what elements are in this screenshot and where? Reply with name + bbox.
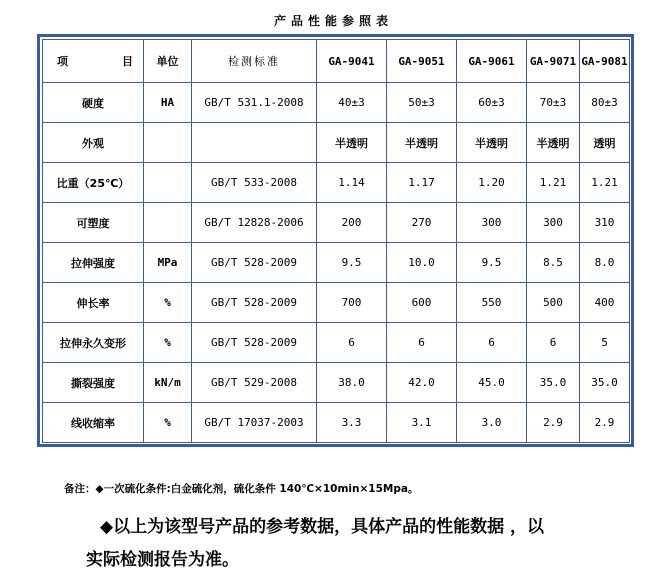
row-value: 300	[457, 203, 527, 243]
row-unit: kN/m	[144, 363, 192, 403]
row-standard	[192, 123, 317, 163]
performance-table-frame	[37, 34, 634, 447]
table-row	[43, 83, 630, 123]
row-value: 40±3	[317, 83, 387, 123]
row-label: 外观	[43, 123, 144, 163]
row-value: 1.21	[580, 163, 630, 203]
table-row	[43, 123, 630, 163]
row-standard: GB/T 529-2008	[192, 363, 317, 403]
row-label: 拉伸强度	[43, 243, 144, 283]
header-item-left: 项	[57, 55, 68, 68]
row-value: 200	[317, 203, 387, 243]
table-row	[43, 283, 630, 323]
row-label: 伸长率	[43, 283, 144, 323]
statement-line-2: 实际检测报告为准。	[86, 550, 239, 570]
note: 备注：◆一次硫化条件:白金硫化剂，硫化条件 140℃×10min×15Mpa。	[64, 483, 419, 495]
row-standard: GB/T 12828-2006	[192, 203, 317, 243]
table-row	[43, 163, 630, 203]
row-value: 1.17	[387, 163, 457, 203]
row-label: 线收缩率	[43, 403, 144, 443]
table-row	[43, 363, 630, 403]
performance-table	[42, 39, 630, 443]
row-value: 35.0	[580, 363, 630, 403]
row-value: 9.5	[317, 243, 387, 283]
row-unit: %	[144, 323, 192, 363]
header-grade: GA-9061	[457, 40, 527, 83]
row-value: 70±3	[527, 83, 580, 123]
row-value: 38.0	[317, 363, 387, 403]
header-grade: GA-9071	[527, 40, 580, 83]
row-value: 3.0	[457, 403, 527, 443]
row-value: 半透明	[457, 123, 527, 163]
header-grade: GA-9051	[387, 40, 457, 83]
header-unit: 单位	[144, 40, 192, 83]
row-standard: GB/T 528-2009	[192, 283, 317, 323]
row-value: 1.14	[317, 163, 387, 203]
header-item	[43, 40, 144, 83]
row-unit: %	[144, 403, 192, 443]
statement-line-1: ◆以上为该型号产品的参考数据，具体产品的性能数据 ，以	[100, 517, 544, 537]
row-label: 拉伸永久变形	[43, 323, 144, 363]
row-label: 撕裂强度	[43, 363, 144, 403]
row-unit: MPa	[144, 243, 192, 283]
row-value: 42.0	[387, 363, 457, 403]
row-value: 400	[580, 283, 630, 323]
table-row	[43, 203, 630, 243]
row-value: 700	[317, 283, 387, 323]
row-value: 8.0	[580, 243, 630, 283]
table-row	[43, 243, 630, 283]
row-standard: GB/T 528-2009	[192, 323, 317, 363]
row-label: 可塑度	[43, 203, 144, 243]
row-standard: GB/T 531.1-2008	[192, 83, 317, 123]
row-value: 50±3	[387, 83, 457, 123]
row-value: 270	[387, 203, 457, 243]
table-row	[43, 323, 630, 363]
row-value: 3.3	[317, 403, 387, 443]
page-title: 产品性能参照表	[273, 14, 393, 28]
row-value: 600	[387, 283, 457, 323]
row-value: 9.5	[457, 243, 527, 283]
header-grade: GA-9081	[580, 40, 630, 83]
row-standard: GB/T 528-2009	[192, 243, 317, 283]
table-row	[43, 403, 630, 443]
row-standard: GB/T 17037-2003	[192, 403, 317, 443]
header-item-right: 目	[122, 55, 133, 68]
row-value: 6	[527, 323, 580, 363]
row-value: 5	[580, 323, 630, 363]
row-value: 300	[527, 203, 580, 243]
row-unit: %	[144, 283, 192, 323]
row-value: 6	[317, 323, 387, 363]
row-value: 550	[457, 283, 527, 323]
row-value: 半透明	[317, 123, 387, 163]
row-value: 60±3	[457, 83, 527, 123]
row-value: 45.0	[457, 363, 527, 403]
row-value: 80±3	[580, 83, 630, 123]
disclaimer-statement	[86, 511, 640, 577]
row-unit	[144, 123, 192, 163]
row-value: 500	[527, 283, 580, 323]
row-value: 1.20	[457, 163, 527, 203]
row-value: 2.9	[527, 403, 580, 443]
row-label: 硬度	[43, 83, 144, 123]
row-unit: HA	[144, 83, 192, 123]
row-unit	[144, 203, 192, 243]
header-grade: GA-9041	[317, 40, 387, 83]
row-value: 半透明	[387, 123, 457, 163]
row-value: 1.21	[527, 163, 580, 203]
row-value: 透明	[580, 123, 630, 163]
row-value: 310	[580, 203, 630, 243]
row-value: 8.5	[527, 243, 580, 283]
row-value: 6	[387, 323, 457, 363]
row-value: 半透明	[527, 123, 580, 163]
row-value: 6	[457, 323, 527, 363]
row-value: 10.0	[387, 243, 457, 283]
row-label: 比重（25℃）	[43, 163, 144, 203]
row-value: 35.0	[527, 363, 580, 403]
row-standard: GB/T 533-2008	[192, 163, 317, 203]
row-unit	[144, 163, 192, 203]
table-header-row	[43, 40, 630, 83]
row-value: 3.1	[387, 403, 457, 443]
row-value: 2.9	[580, 403, 630, 443]
header-standard: 检测标准	[192, 40, 317, 83]
